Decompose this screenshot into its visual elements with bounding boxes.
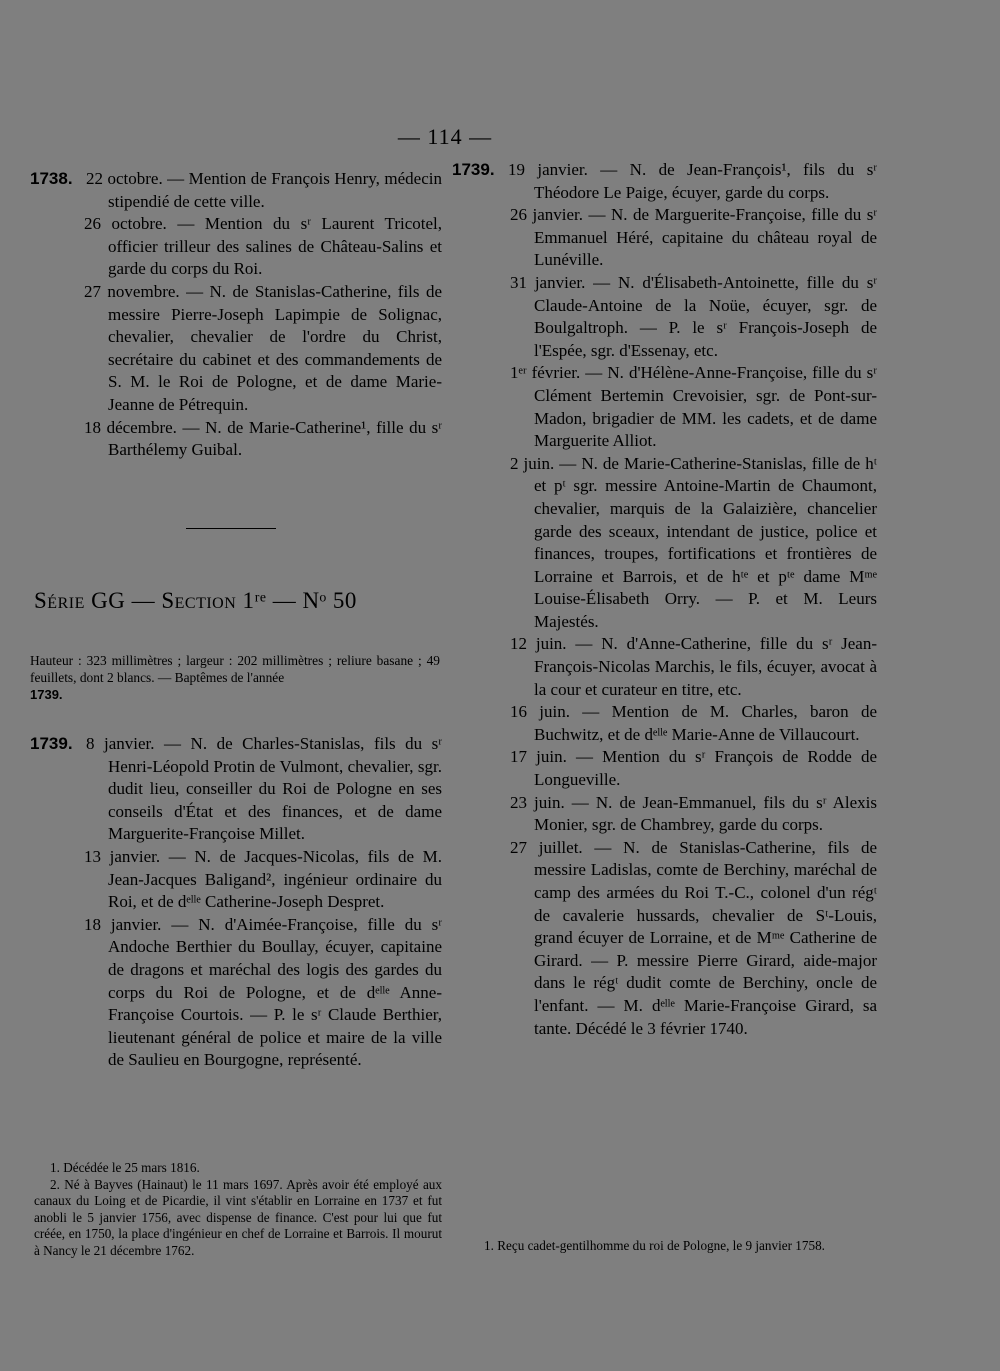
right-column-1739: [452, 159, 877, 1040]
entry-1738-4: [30, 417, 442, 462]
footnotes-right: [468, 1238, 880, 1255]
section-label: Section: [161, 588, 237, 613]
entry-text: 8 janvier. — N. de Charles-Stanislas, fils du sʳ Henri-Léopold Protin de Vulmont, chevalier, sgr. dudit lieu, conseiller du Roi de Pologne en ses conseils d'État et des finances, et de dame Marguerite-Françoise Millet.: [86, 734, 442, 844]
section-number: 1ʳᵉ: [242, 588, 267, 613]
entry-text: 22 octobre. — Mention de François Henry, médecin stipendié de cette ville.: [86, 169, 442, 211]
entry-1739-right-1: [452, 159, 877, 204]
entry-1739-right-2: [452, 204, 877, 272]
register-description: [30, 652, 440, 703]
entry-1739-right-7: [452, 701, 877, 746]
entry-text: 12 juin. — N. d'Anne-Catherine, fille du sʳ Jean-François-Nicolas Marchis, le fils, écuyer, avocat à la cour et curateur en titre, etc.: [510, 634, 877, 699]
year-label: 1739.: [30, 734, 73, 753]
entry-1739-right-6: [452, 633, 877, 701]
entry-text: 1ᵉʳ février. — N. d'Hélène-Anne-Françoise, fille du sʳ Clément Bertemin Crevoisier, sgr. de Pont-sur-Madon, brigadier de MM. les cadets, et de dame Marguerite Alliot.: [510, 363, 877, 451]
year-label: 1738.: [30, 169, 73, 188]
entry-1739-right-5: [452, 453, 877, 634]
entry-text: 2 juin. — N. de Marie-Catherine-Stanislas, fille de hᵗ et pᵗ sgr. messire Antoine-Martin de Chaumont, chevalier, marquis de la Galaizière, chancelier garde des sceaux, intendant de justice, police et finances, troupes, fortifications et frontières de Lorraine et Barrois, et de hᵗᵉ et pᵗᵉ dame Mᵐᵉ Louise-Élisabeth Orry. — P. et M. Leurs Majestés.: [510, 453, 877, 631]
serie-label: Série: [34, 588, 85, 613]
entry-1738-1: [30, 168, 442, 213]
footnote: 1. Reçu cadet-gentilhomme du roi de Pologne, le 9 janvier 1758.: [484, 1238, 825, 1253]
left-column-1739: [30, 733, 442, 1072]
entry-text: 18 décembre. — N. de Marie-Catherine¹, fille du sʳ Barthélemy Guibal.: [84, 417, 442, 460]
description-year: 1739.: [30, 687, 63, 702]
entry-1739-left-1: [30, 733, 442, 846]
footnote: 1. Décédée le 25 mars 1816.: [50, 1160, 200, 1175]
series-code: GG: [91, 588, 126, 613]
entry-1739-right-9: [452, 792, 877, 837]
entry-1739-left-3: [30, 914, 442, 1072]
register-number: Nᵒ 50: [302, 588, 357, 613]
entry-text: 16 juin. — Mention de M. Charles, baron de Buchwitz, et de dᵉˡˡᵉ Marie-Anne de Villaucourt.: [510, 702, 877, 744]
description-text: Hauteur : 323 millimètres ; largeur : 202 millimètres ; reliure basane ; 49 feuillets, dont 2 blancs. — Baptêmes de l'année: [30, 653, 440, 685]
entry-text: 19 janvier. — N. de Jean-François¹, fils du sʳ Théodore Le Paige, écuyer, garde du corps.: [508, 160, 877, 202]
entry-1739-right-8: [452, 746, 877, 791]
entry-1739-right-3: [452, 272, 877, 362]
entry-text: 27 juillet. — N. de Stanislas-Catherine, fils de messire Ladislas, comte de Berchiny, maréchal de camp des armées du Roi T.-C., colonel d'un régᵗ de cavalerie hussards, chevalier de Sᵗ-Louis, grand écuyer de Lorraine, et de Mᵐᵉ Catherine de Girard. — P. messire Pierre Girard, aide-major dans le régᵗ dudit comte de Berchiny, oncle de l'enfant. — M. dᵉˡˡᵉ Marie-Françoise Girard, sa tante. Décédé le 3 février 1740.: [510, 837, 877, 1038]
entry-1739-right-4: [452, 362, 877, 452]
entry-1738-2: [30, 213, 442, 281]
entry-text: 17 juin. — Mention du sʳ François de Rodde de Longueville.: [510, 747, 877, 790]
left-column-1738: [30, 168, 442, 462]
entry-text: 26 janvier. — N. de Marguerite-Françoise, fille du sʳ Emmanuel Héré, capitaine du château royal de Lunéville.: [510, 205, 877, 270]
footnote: 2. Né à Bayves (Hainaut) le 11 mars 1697. Après avoir été employé aux canaux du Loing et de Picardie, il vint s'établir en Lorraine en 1737 et fut anobli le 5 janvier 1756, avec dispense de finance. C'est pour lui que fut créée, en 1750, la place d'ingénieur en chef de Lorraine et Barrois. Il mourut à Nancy le 21 décembre 1762.: [34, 1176, 442, 1258]
entry-1739-left-2: [30, 846, 442, 914]
page-number: — 114 —: [397, 124, 493, 149]
series-heading: Série GG — Section 1ʳᵉ — Nᵒ 50: [34, 588, 357, 613]
section-divider: [186, 528, 276, 529]
entry-text: 27 novembre. — N. de Stanislas-Catherine, fils de messire Pierre-Joseph Lapimpie de Solignac, chevalier, chevalier de l'ordre du Christ, secrétaire du cabinet et des commandements de S. M. le Roi de Pologne, et de dame Marie-Jeanne de Pétrequin.: [84, 281, 442, 414]
entry-text: 26 octobre. — Mention du sʳ Laurent Tricotel, officier trilleur des salines de Château-Salins et garde du corps du Roi.: [84, 214, 442, 279]
year-label: 1739.: [452, 160, 495, 179]
entry-1738-3: [30, 281, 442, 417]
entry-text: 18 janvier. — N. d'Aimée-Françoise, fille du sʳ Andoche Berthier du Boullay, écuyer, capitaine de dragons et maréchal des logis des gardes du corps du Roi de Pologne, et de dᵉˡˡᵉ Anne-Françoise Courtois. — P. le sʳ Claude Berthier, lieutenant général de police et maire de la ville de Saulieu en Bourgogne, représenté.: [84, 914, 442, 1070]
entry-1739-right-10: [452, 837, 877, 1040]
entry-text: 31 janvier. — N. d'Élisabeth-Antoinette, fille du sʳ Claude-Antoine de la Noüe, écuyer, sgr. de Boulgaltroph. — P. le sʳ François-Joseph de l'Espée, sgr. d'Essenay, etc.: [510, 272, 877, 360]
entry-text: 13 janvier. — N. de Jacques-Nicolas, fils de M. Jean-Jacques Baligand², ingénieur ordinaire du Roi, et de dᵉˡˡᵉ Catherine-Joseph Despret.: [84, 846, 442, 912]
footnotes-left: [34, 1160, 442, 1260]
entry-text: 23 juin. — N. de Jean-Emmanuel, fils du sʳ Alexis Monier, sgr. de Chambrey, garde du corps.: [510, 792, 877, 835]
